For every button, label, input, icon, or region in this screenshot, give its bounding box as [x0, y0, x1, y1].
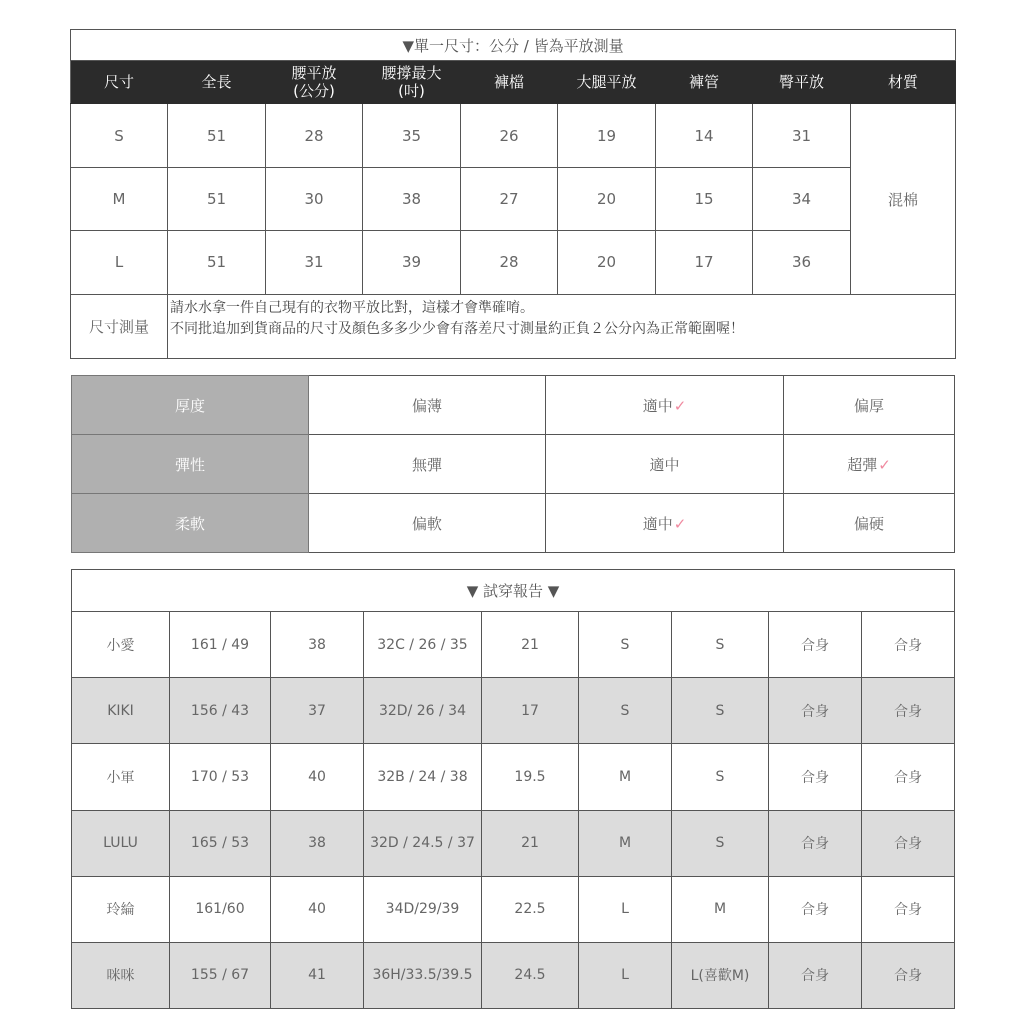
- report-value-cell: S: [672, 678, 769, 744]
- report-value-cell: 34D/29/39: [364, 876, 482, 942]
- size-table-caption: ▼單一尺寸：公分 / 皆為平放測量: [71, 30, 956, 61]
- report-value-cell: 合身: [862, 876, 955, 942]
- size-header-cell: [266, 61, 363, 104]
- report-value-cell: L(喜歡M): [672, 942, 769, 1008]
- size-header-label: 全長: [201, 73, 232, 92]
- size-header-cell: [168, 61, 266, 104]
- attribute-option: [546, 435, 784, 494]
- size-label-cell: S: [71, 104, 168, 167]
- report-value-cell: 22.5: [482, 876, 579, 942]
- report-row: [72, 744, 955, 810]
- size-value-cell: 26: [461, 104, 558, 167]
- report-value-cell: 161/60: [170, 876, 271, 942]
- report-value-cell: 32C / 26 / 35: [364, 612, 482, 678]
- report-value-cell: S: [672, 810, 769, 876]
- report-value-cell: 155 / 67: [170, 942, 271, 1008]
- size-header-label: 腰平放: [291, 64, 337, 83]
- size-value-cell: 34: [753, 167, 851, 230]
- size-header-label: 材質: [888, 73, 919, 92]
- report-value-cell: 38: [271, 810, 364, 876]
- attribute-option-label: 超彈: [847, 455, 878, 474]
- report-row: [72, 942, 955, 1008]
- size-note-label: 尺寸測量: [71, 294, 168, 358]
- report-value-cell: S: [579, 678, 672, 744]
- report-value-cell: 合身: [769, 744, 862, 810]
- report-value-cell: 21: [482, 612, 579, 678]
- checkmark-icon: ✓: [878, 455, 891, 474]
- report-value-cell: S: [672, 612, 769, 678]
- report-value-cell: 合身: [769, 876, 862, 942]
- size-header-cell: [558, 61, 656, 104]
- size-value-cell: 20: [558, 231, 656, 294]
- attribute-option: [784, 494, 955, 553]
- attribute-row: [72, 494, 955, 553]
- report-row: [72, 876, 955, 942]
- size-header-label: 臀平放: [778, 73, 824, 92]
- attribute-option: [309, 376, 546, 435]
- report-value-cell: 37: [271, 678, 364, 744]
- report-value-cell: 41: [271, 942, 364, 1008]
- attribute-option-label: 偏軟: [411, 514, 442, 533]
- attribute-option: [784, 376, 955, 435]
- attribute-option: [546, 376, 784, 435]
- report-value-cell: M: [672, 876, 769, 942]
- attribute-row: [72, 376, 955, 435]
- size-value-cell: 39: [363, 231, 461, 294]
- attribute-option-label: 偏厚: [853, 396, 884, 415]
- size-row: [71, 231, 956, 294]
- attribute-option-label: 無彈: [411, 455, 442, 474]
- checkmark-icon: ✓: [673, 514, 687, 533]
- size-header-label: 褲檔: [493, 73, 524, 92]
- report-value-cell: 合身: [769, 678, 862, 744]
- size-table-header: [71, 61, 956, 104]
- size-value-cell: 30: [266, 167, 363, 230]
- report-row: [72, 810, 955, 876]
- size-value-cell: 27: [461, 167, 558, 230]
- size-table: [70, 29, 956, 359]
- report-value-cell: L: [579, 876, 672, 942]
- attribute-option: [546, 494, 784, 553]
- report-value-cell: 40: [271, 744, 364, 810]
- report-value-cell: 32D/ 26 / 34: [364, 678, 482, 744]
- tester-name-cell: 小軍: [72, 744, 170, 810]
- size-header-cell: [851, 61, 956, 104]
- size-row: [71, 104, 956, 167]
- tester-name-cell: KIKI: [72, 678, 170, 744]
- material-cell: 混棉: [851, 104, 956, 294]
- size-label-cell: M: [71, 167, 168, 230]
- report-value-cell: 合身: [769, 612, 862, 678]
- report-value-cell: 36H/33.5/39.5: [364, 942, 482, 1008]
- report-value-cell: 合身: [769, 810, 862, 876]
- size-value-cell: 51: [168, 231, 266, 294]
- report-row: [72, 678, 955, 744]
- size-value-cell: 15: [656, 167, 753, 230]
- attribute-row: [72, 435, 955, 494]
- fitting-report-table: [71, 569, 955, 1009]
- size-row: [71, 167, 956, 230]
- report-value-cell: 32B / 24 / 38: [364, 744, 482, 810]
- size-header-cell: [363, 61, 461, 104]
- report-value-cell: S: [672, 744, 769, 810]
- report-value-cell: M: [579, 744, 672, 810]
- size-value-cell: 31: [266, 231, 363, 294]
- attribute-option-label: 偏薄: [411, 396, 442, 415]
- report-value-cell: 合身: [862, 612, 955, 678]
- report-value-cell: 156 / 43: [170, 678, 271, 744]
- report-value-cell: M: [579, 810, 672, 876]
- report-value-cell: 17: [482, 678, 579, 744]
- attribute-option-label: 偏硬: [853, 514, 884, 533]
- tester-name-cell: 咪咪: [72, 942, 170, 1008]
- tester-name-cell: 小愛: [72, 612, 170, 678]
- size-note: [168, 294, 956, 358]
- report-value-cell: 40: [271, 876, 364, 942]
- size-header-label: 大腿平放: [576, 73, 637, 92]
- attribute-label: 柔軟: [72, 494, 309, 553]
- size-header-unit: (吋): [398, 82, 425, 101]
- attribute-option: [309, 494, 546, 553]
- report-value-cell: 32D / 24.5 / 37: [364, 810, 482, 876]
- tester-name-cell: LULU: [72, 810, 170, 876]
- size-value-cell: 36: [753, 231, 851, 294]
- attribute-option-label: 適中: [642, 396, 673, 415]
- size-label-cell: L: [71, 231, 168, 294]
- size-header-unit: (公分): [293, 82, 335, 101]
- report-value-cell: 19.5: [482, 744, 579, 810]
- fabric-attribute-table: [71, 375, 955, 553]
- size-value-cell: 20: [558, 167, 656, 230]
- attribute-option: [784, 435, 955, 494]
- size-note-line-2: 不同批追加到貨商品的尺寸及顏色多多少少會有落差尺寸測量約正負２公分內為正常範圍喔！: [170, 320, 744, 337]
- report-value-cell: S: [579, 612, 672, 678]
- report-value-cell: 合身: [862, 678, 955, 744]
- attribute-label: 彈性: [72, 435, 309, 494]
- attribute-option: [309, 435, 546, 494]
- size-value-cell: 28: [266, 104, 363, 167]
- attribute-label: 厚度: [72, 376, 309, 435]
- attribute-option-label: 適中: [642, 514, 673, 533]
- checkmark-icon: ✓: [673, 396, 687, 415]
- report-value-cell: 24.5: [482, 942, 579, 1008]
- tester-name-cell: 玲綸: [72, 876, 170, 942]
- size-value-cell: 51: [168, 104, 266, 167]
- report-value-cell: 合身: [862, 942, 955, 1008]
- size-header-label: 腰撐最大: [381, 64, 442, 83]
- report-value-cell: 21: [482, 810, 579, 876]
- report-value-cell: 165 / 53: [170, 810, 271, 876]
- size-header-cell: [753, 61, 851, 104]
- size-value-cell: 51: [168, 167, 266, 230]
- report-value-cell: 161 / 49: [170, 612, 271, 678]
- report-value-cell: 合身: [862, 810, 955, 876]
- report-title: ▼ 試穿報告 ▼: [72, 570, 955, 612]
- size-value-cell: 31: [753, 104, 851, 167]
- size-value-cell: 19: [558, 104, 656, 167]
- report-value-cell: 170 / 53: [170, 744, 271, 810]
- report-value-cell: 合身: [769, 942, 862, 1008]
- size-header-label: 褲管: [688, 73, 719, 92]
- attribute-option-label: 適中: [649, 455, 680, 474]
- size-value-cell: 14: [656, 104, 753, 167]
- size-header-cell: [656, 61, 753, 104]
- report-value-cell: 合身: [862, 744, 955, 810]
- report-value-cell: 38: [271, 612, 364, 678]
- size-note-line-1: 請水水拿一件自己現有的衣物平放比對，這樣才會準確唷。: [170, 299, 534, 316]
- size-value-cell: 28: [461, 231, 558, 294]
- report-value-cell: L: [579, 942, 672, 1008]
- size-value-cell: 17: [656, 231, 753, 294]
- size-value-cell: 38: [363, 167, 461, 230]
- report-row: [72, 612, 955, 678]
- size-header-label: 尺寸: [103, 73, 134, 92]
- size-value-cell: 35: [363, 104, 461, 167]
- size-header-cell: [71, 61, 168, 104]
- size-header-cell: [461, 61, 558, 104]
